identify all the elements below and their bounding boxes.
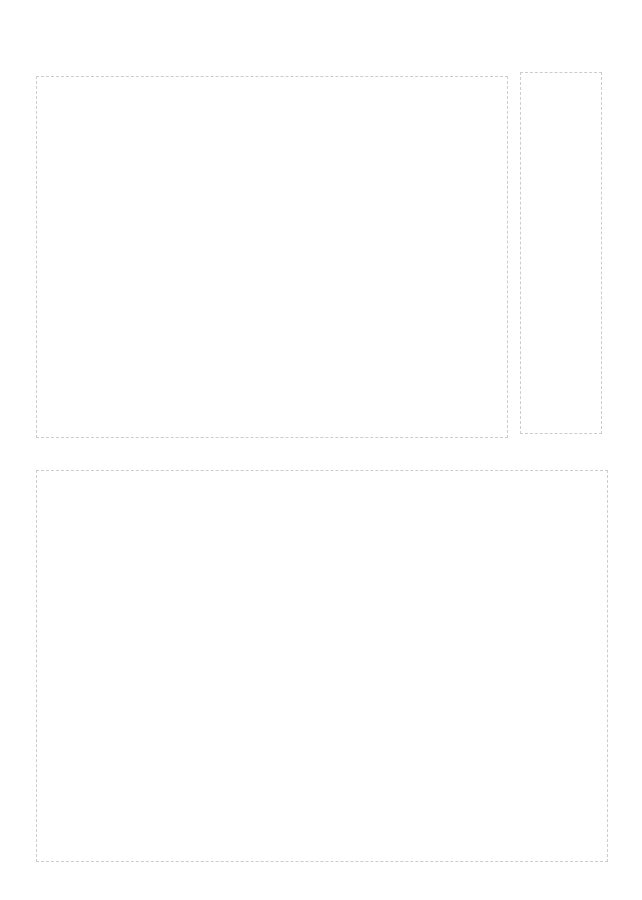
body-text-upper: [36, 76, 508, 438]
running-header: [36, 40, 496, 64]
body-text-lower: [36, 470, 608, 862]
chapter-heading: [520, 72, 602, 434]
